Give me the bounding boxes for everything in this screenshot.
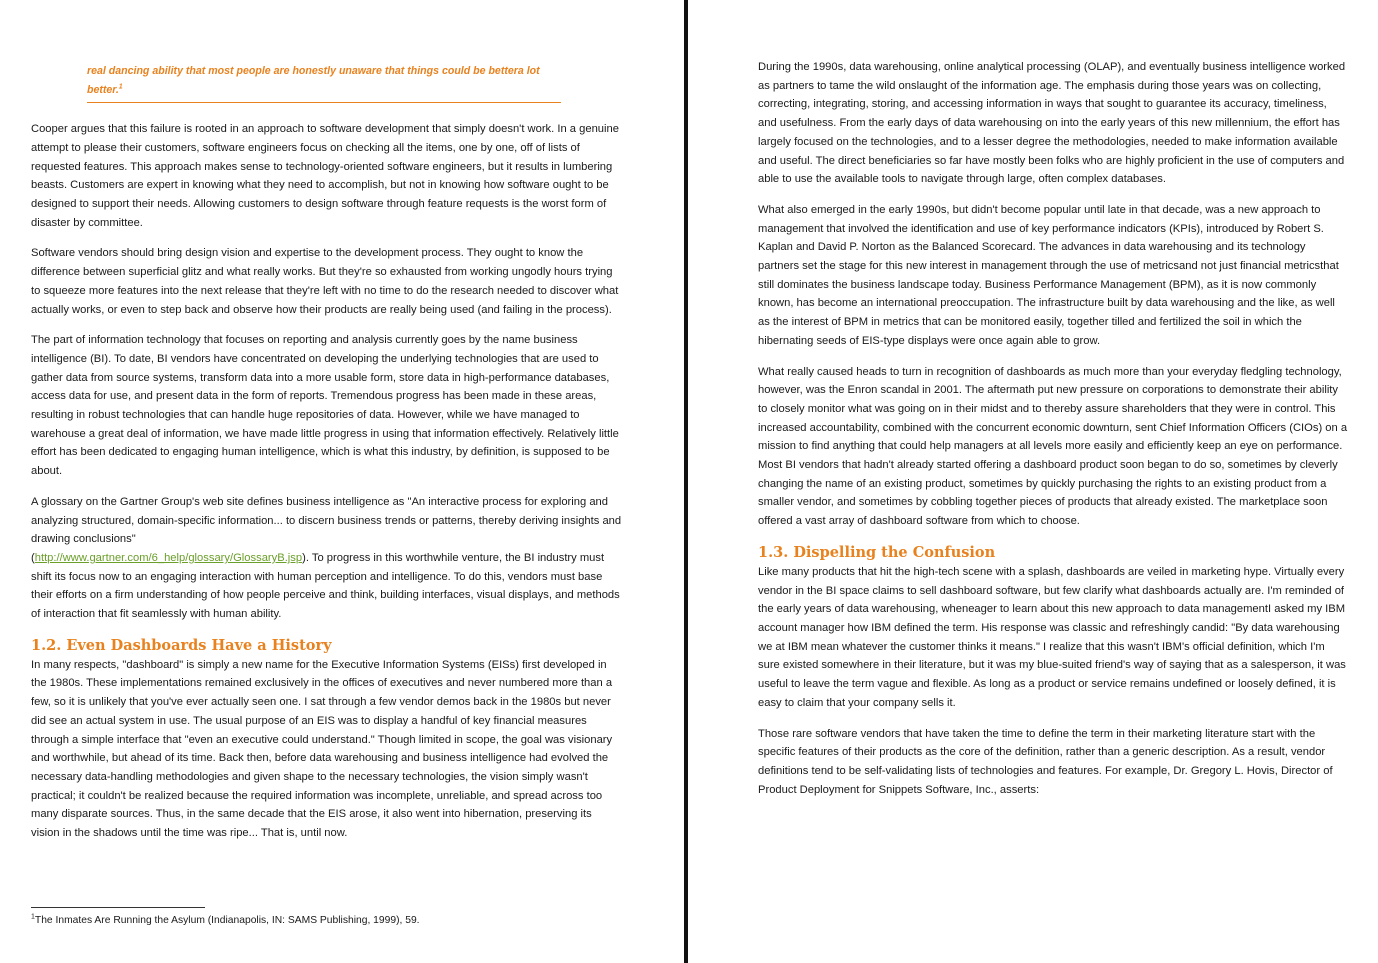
body-paragraph: What really caused heads to turn in recognition of dashboards as much more than your everyday fledgling technology, however, was the Enron scandal in 2001. The aftermath put new pressure on corporations to demonstrate their ability to closely monitor what was going on in their midst and to thereby assure shareholders that they were in control. This increased accountability, combined with the concurrent economic downturn, sent Chief Information Officers (CIOs) on a mission to find anything that could help managers at all levels more easily and efficiently keep an eye on performance. Most BI vendors that hadn't already started offering a dashboard product soon began to do so, sometimes by cleverly changing the name of an existing product, sometimes by quickly purchasing the rights to an existing product from a smaller vendor, and sometimes by cobbling together pieces of products that already existed. The marketplace soon offered a vast array of dashboard software from which to choose. (758, 365, 1348, 528)
body-paragraph: During the 1990s, data warehousing, online analytical processing (OLAP), and eventually business intelligence worked as partners to tame the wild onslaught of the information age. The emphasis during those years was on collecting, correcting, integrating, storing, and accessing information in ways that sought to guarantee its accuracy, timeliness, and usefulness. From the early days of data warehousing on into the early years of this new millennium, the effort has largely focused on the technologies, and to a lesser degree the methodologies, needed to make information available and useful. The direct beneficiaries so far have mostly been folks who are highly proficient in the use of computers and able to use the available tools to navigate through large, often complex databases. (758, 61, 1346, 186)
body-paragraph: What also emerged in the early 1990s, but didn't become popular until late in that decade, was a new approach to management that involved the identification and use of key performance indicators (KPIs), introduced by Robert S. Kaplan and David P. Norton as the Balanced Scorecard. The advances in data warehousing and its technology partners set the stage for this new interest in management through the use of metricsand not just financial metricsthat still dominates the business landscape today. Business Performance Management (BPM), as it is now commonly known, has become an international preoccupation. The infrastructure built by data warehousing and the like, as well as the interest of BPM in metrics that can be monitored easily, together tilled and fertilized the soil in which the hibernating seeds of EIS-type displays were once again able to grow. (758, 203, 1339, 347)
gartner-glossary-link[interactable]: http://www.gartner.com/6_help/glossary/GlossaryB.jsp (34, 551, 303, 564)
pull-quote-text: real dancing ability that most people are honestly unaware that things could be bettera lot better. (87, 65, 540, 96)
body-paragraph: Those rare software vendors that have taken the time to define the term in their marketing literature start with the specific features of their products as the core of the definition, rather than a generic description. As a result, vendor definitions tend to be self-validating lists of technologies and features. For example, Dr. Gregory L. Hovis, Director of Product Deployment for Snippets Software, Inc., asserts: (758, 727, 1333, 796)
footnote-reference[interactable]: 1 (118, 83, 123, 91)
section-heading: 1.2. Even Dashboards Have a History (31, 636, 332, 654)
pull-quote (87, 62, 561, 103)
link-paren: ( (31, 551, 35, 564)
footnote-rule (31, 907, 205, 908)
right-page (688, 0, 1378, 963)
section-heading: 1.3. Dispelling the Confusion (758, 543, 996, 561)
body-paragraph: In many respects, "dashboard" is simply a new name for the Executive Information Systems (EISs) first developed in the 1980s. These implementations remained exclusively in the offices of executives and never numbered more than a few, so it is unlikely that you've ever actually seen one. I sat through a few vendor demos back in the 1980s but never did see an actual system in use. The usual purpose of an EIS was to display a handful of key financial measures through a simple interface that "even an executive could understand." Though limited in scope, the goal was visionary and worthwhile, but ahead of its time. Back then, before data warehousing and business intelligence had evolved the necessary data-handling methodologies and given shape to the necessary technologies, the vision simply wasn't practical; it couldn't be realized because the required information was incomplete, unreliable, and spread across too many disparate sources. Thus, in the same decade that the EIS arose, it also went into hibernation, preserving its vision in the shadows until the time was ripe... That is, until now. (31, 658, 613, 840)
left-page (0, 0, 684, 963)
footnote-text: The Inmates Are Running the Asylum (Indianapolis, IN: SAMS Publishing, 1999), 59. (34, 915, 420, 926)
glossary-paragraph (31, 493, 622, 624)
footnote-mark: 1 (31, 913, 35, 921)
glossary-text: A glossary on the Gartner Group's web site defines business intelligence as "An interactive process for exploring and analyzing structured, domain-specific information... to discern business trends or patterns, thereby deriving insights and drawing conclusions" (31, 495, 622, 546)
body-paragraph: The part of information technology that focuses on reporting and analysis currently goes by the name business intelligence (BI). To date, BI vendors have concentrated on developing the underlying technologies that are used to gather data from source systems, transform data into a more usable form, store data in high-performance databases, access data for use, and present data in the form of reports. Tremendous progress has been made in these areas, resulting in robust technologies that can handle huge repositories of data. However, while we have managed to warehouse a great deal of information, we have made little progress in using that information effectively. Relatively little effort has been dedicated to engaging human intelligence, which is what this industry, by definition, is supposed to be about. (31, 334, 619, 478)
body-paragraph: Like many products that hit the high-tech scene with a splash, dashboards are veiled in marketing hype. Virtually every vendor in the BI space claims to sell dashboard software, but few clarify what dashboards actually are. I'm reminded of the early years of data warehousing, wheneager to learn about this new approach to data managementI asked my IBM account manager how IBM defined the term. His response was classic and refreshingly candid: "By data warehousing we at IBM mean whatever the customer thinks it means." I realize that this wasn't IBM's official definition, which I'm sure existed somewhere in their literature, but it was my blue-suited friend's way of saying that as a salesperson, it was useful to leave the term vague and flexible. As long as a product or service remains undefined or loosely defined, it is easy to claim that your company sells it. (758, 565, 1346, 709)
body-paragraph: Cooper argues that this failure is rooted in an approach to software development that simply doesn't work. In a genuine attempt to please their customers, software engineers focus on checking all the items, one by one, off of lists of requested features. This approach makes sense to technology-oriented software engineers, but it results in lumbering beasts. Customers are expert in knowing what they need to accomplish, but not in knowing how software ought to be designed to support their needs. Allowing customers to design software through feature requests is the worst form of disaster by committee. (31, 123, 619, 229)
footnote (31, 913, 420, 928)
glossary-text-continued: ). To progress in this worthwhile venture, the BI industry must shift its focus now to an engaging interaction with human perception and intelligence. To do this, vendors must base their efforts on a firm understanding of how people perceive and think, building interfaces, visual displays, and methods of interaction that fit seamlessly with human ability. (31, 551, 620, 621)
body-paragraph: Software vendors should bring design vision and expertise to the development process. They ought to know the difference between superficial glitz and what really works. But they're so exhausted from working ungodly hours trying to squeeze more features into the next release that they're left with no time to do the research needed to discover what actually works, or even to step back and observe how their products are really being used (and failing in the process). (31, 247, 619, 316)
